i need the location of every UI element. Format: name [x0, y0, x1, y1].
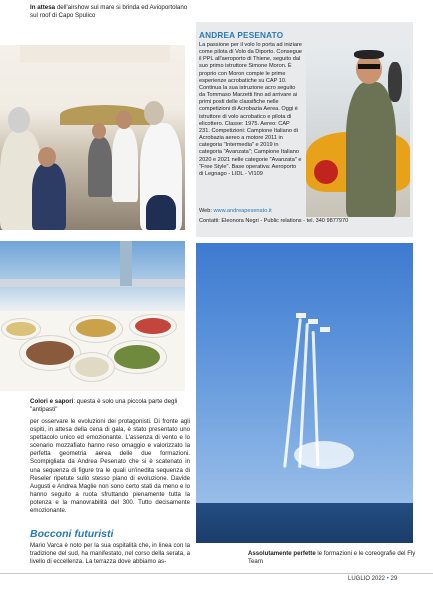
footer [348, 576, 397, 582]
footer-page-number: 29 [390, 576, 398, 582]
pilot-sunglasses [358, 64, 380, 69]
person-head [8, 107, 30, 133]
footer-separator: • [386, 576, 389, 582]
smoke-cloud [294, 441, 354, 469]
bio-contact: Contatti: Eleonora Negri - Public relations - tel. 340 9877970 [199, 218, 349, 224]
canopy [20, 45, 170, 63]
caption-top-text: dell'airshow sul mare si brinda ed Avioportolano sul roof di Capo Spulico [30, 4, 188, 19]
caption-top [30, 4, 190, 20]
photo-sky-formation [196, 243, 413, 543]
photo-buffet [0, 241, 185, 391]
photo-pilot [306, 42, 410, 217]
aircraft [296, 313, 306, 318]
article-subhead: Bocconi futuristi [30, 528, 114, 540]
sea [196, 503, 413, 543]
person [32, 163, 66, 230]
bio-web-label: Web: [199, 208, 214, 214]
person-head [116, 111, 132, 129]
aircraft-star [314, 160, 338, 184]
pilot-suit [346, 82, 396, 217]
caption-buffet-bold: Colori e sapori [30, 398, 74, 405]
person-head [92, 123, 106, 139]
caption-sky [248, 550, 418, 566]
lamp-post [120, 241, 132, 286]
caption-buffet-text: : questa è solo una piccola parte degli "antipasti" [30, 398, 178, 413]
bio-text: La passione per il volo lo porta ad iniziare come pilota di Volo da Diporto. Consegue il PPL all'aeroporto di Thiene, seguito dal suo primo istruttore Simone Moron. È proprio con Moron compie le prime esperienze acrobatiche su CAP 10. Continua la sua istruzione acro seguito da Tommaso Marzetti fino ad arrivare ai primi posti delle classifiche nelle competizioni di Acrobazia Aerea. Oggi è istruttore di volo acrobatico e pilota di elicottero. Classe: 1975. Aereo: CAP 231. Competizioni: Campione Italiano di Acrobazia aereo a motore 2011 in categoria "Intermedia" e 2019 in categoria "Avanzata"; Campione Italiano 2020 e 2021 nelle categorie "Avanzata" e "Free Style". Base operativa: Aeroporto di Legnago - LIDL - VI109 [199, 42, 302, 177]
footer-rule [0, 573, 433, 574]
article-paragraph-2: Mario Varca è noto per la sua ospitalità che, in linea con la tradizione del sud, ha manifestato, nel corso della serata, a livello di eccellenza. La terrazza dove abbiamo as- [30, 542, 190, 566]
caption-buffet [30, 398, 190, 414]
person [88, 137, 112, 197]
caption-sky-bold: Assolutamente perfette [248, 550, 316, 557]
food [26, 341, 74, 365]
person-head [38, 147, 56, 167]
background-person [388, 62, 402, 102]
person-head [144, 101, 164, 125]
umbrella [60, 105, 150, 125]
bio-web-link[interactable]: www.andreapesenato.it [213, 208, 272, 214]
person-trousers [146, 195, 176, 230]
aircraft [308, 319, 318, 324]
photo-crowd-terrace [0, 45, 185, 230]
railing [0, 279, 185, 287]
aircraft [320, 327, 330, 332]
food [114, 345, 160, 369]
footer-issue: LUGLIO 2022 [348, 576, 386, 582]
pilot-cap [354, 50, 384, 59]
bio-title: ANDREA PESENATO [199, 31, 284, 40]
food [135, 318, 171, 334]
food [76, 319, 116, 337]
caption-sky-text: le formazioni e le coreografie del Fly Team [248, 550, 416, 565]
food [75, 357, 109, 377]
caption-top-bold: In attesa [30, 4, 56, 11]
person [112, 127, 138, 202]
food [6, 322, 36, 336]
article-paragraph-1: per osservare le evoluzioni dei protagonisti. Di fronte agli ospiti, in attesa della cena di gala, è stato presentato uno spettacolo unico ed emozionante. L'assenza di vento e lo scenario mozzafiato hanno reso omaggio e valorizzato la perfetta geometria aerea delle due formazioni. Scompigliata da Andrea Pesenato che si è scatenato in una sequenza di figure tra le quali un'inedita sequenza di Reseler ripetute sullo stesso piano di evoluzione. Davide Augusti e Andrea Maglie non sono certo stati da meno e lo hanno seguito a ruota sfruttando pienamente tutta la potenza e la manovrabilità del 300. Tutto decisamente emozionante. [30, 418, 190, 515]
bio-web [199, 208, 272, 214]
